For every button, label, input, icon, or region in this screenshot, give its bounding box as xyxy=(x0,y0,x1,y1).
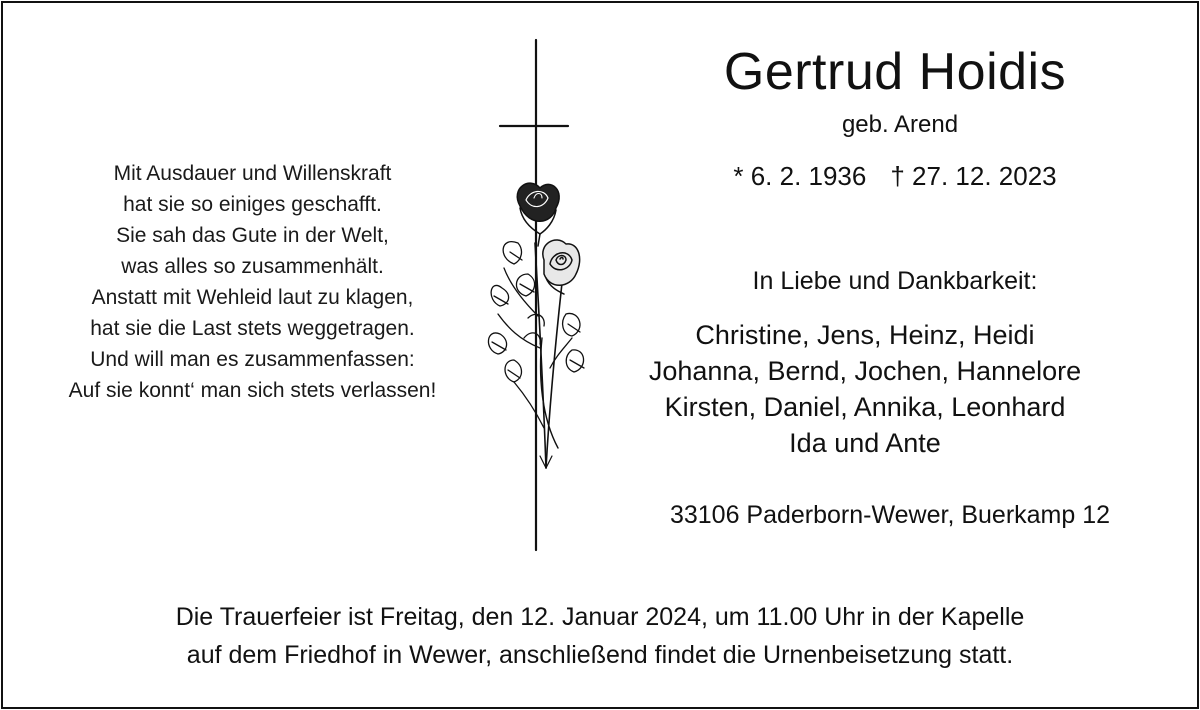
mourners-line: Ida und Ante xyxy=(789,428,941,458)
address: 33106 Paderborn-Wewer, Buerkamp 12 xyxy=(669,501,1111,529)
thanks-line: In Liebe und Dankbarkeit: xyxy=(752,267,1038,295)
poem-line: Auf sie konnt‘ man sich stets verlassen! xyxy=(68,379,437,402)
cross-with-roses-icon xyxy=(480,38,600,553)
poem-line: was alles so zusammenhält. xyxy=(121,255,384,278)
mourners-list xyxy=(600,317,1130,461)
poem-line: hat sie so einiges geschafft. xyxy=(123,193,382,216)
poem-line: Und will man es zusammenfassen: xyxy=(90,348,415,371)
mourners-line: Christine, Jens, Heinz, Heidi xyxy=(695,320,1035,350)
life-dates xyxy=(600,157,1190,195)
maiden-name: geb. Arend xyxy=(841,111,959,138)
poem-line: hat sie die Last stets weggetragen. xyxy=(90,317,415,340)
funeral-info xyxy=(20,598,1180,674)
funeral-line: auf dem Friedhof in Wewer, anschließend findet die Urnenbeisetzung statt. xyxy=(186,641,1014,669)
deceased-name: Gertrud Hoidis xyxy=(723,43,1067,101)
funeral-line: Die Trauerfeier ist Freitag, den 12. Januar 2024, um 11.00 Uhr in der Kapelle xyxy=(175,603,1025,631)
mourners-line: Johanna, Bernd, Jochen, Hannelore xyxy=(648,356,1082,386)
poem-line: Anstatt mit Wehleid laut zu klagen, xyxy=(91,286,414,309)
poem-line: Mit Ausdauer und Willenskraft xyxy=(113,162,392,185)
death-date: † 27. 12. 2023 xyxy=(890,161,1057,191)
birth-date: * 6. 2. 1936 xyxy=(733,161,867,191)
poem-line: Sie sah das Gute in der Welt, xyxy=(116,224,389,247)
poem xyxy=(30,158,475,406)
mourners-line: Kirsten, Daniel, Annika, Leonhard xyxy=(664,392,1066,422)
